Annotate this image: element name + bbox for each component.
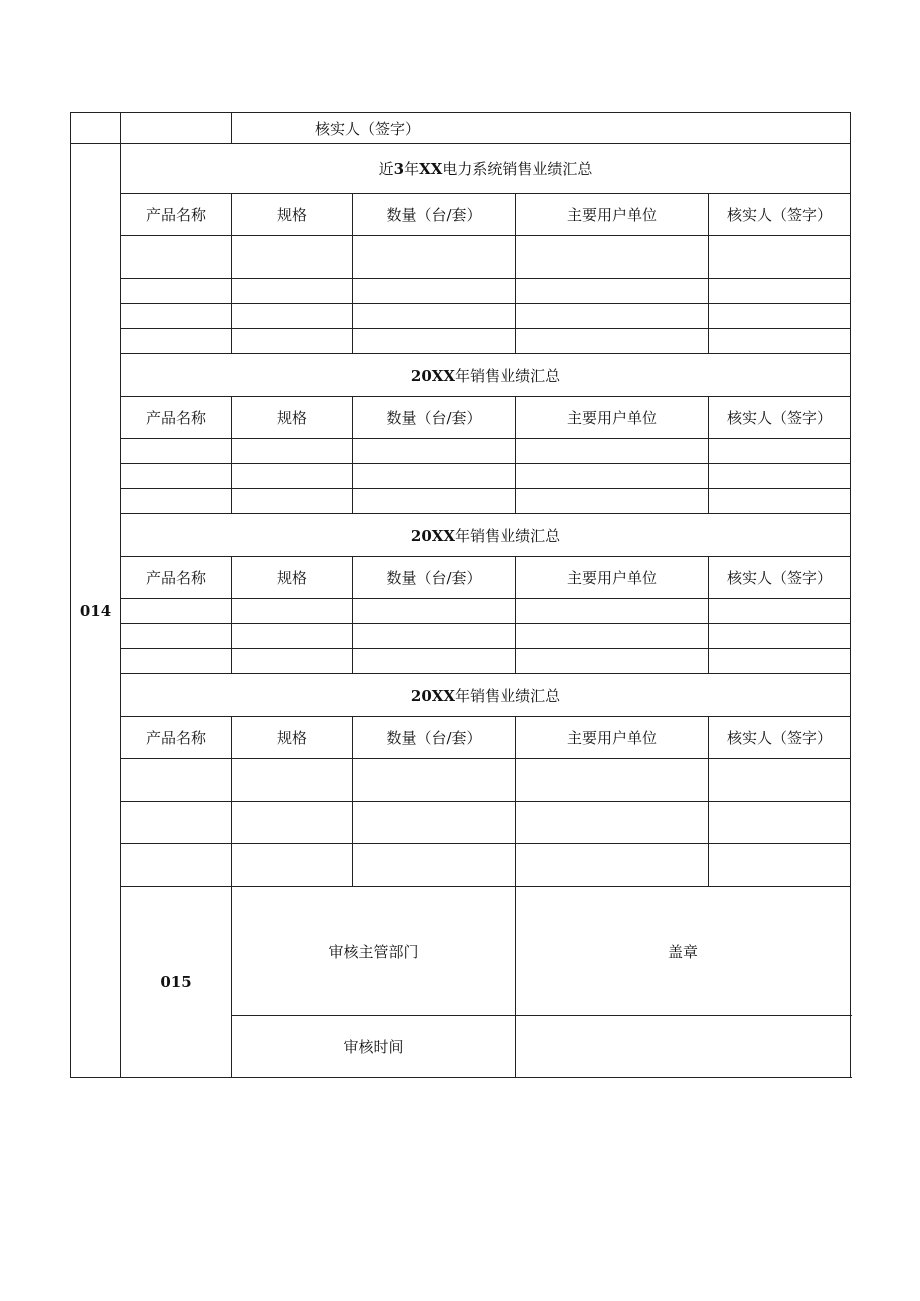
- block-1-title: [121, 144, 851, 194]
- title-bold: XX: [419, 160, 443, 178]
- input-cell[interactable]: [709, 279, 851, 304]
- title-suffix: 年销售业绩汇总: [455, 686, 561, 705]
- title-suffix: 年销售业绩汇总: [455, 366, 561, 385]
- block-1-header-row: [71, 194, 851, 236]
- input-cell[interactable]: [516, 649, 709, 674]
- table-row: [71, 759, 851, 802]
- input-cell[interactable]: [709, 599, 851, 624]
- input-cell[interactable]: [353, 844, 516, 887]
- input-cell[interactable]: [709, 759, 851, 802]
- table-row: [71, 236, 851, 279]
- input-cell[interactable]: [516, 279, 709, 304]
- input-cell[interactable]: [232, 279, 353, 304]
- block-2-title: [121, 354, 851, 397]
- review-department-label: 审核主管部门: [232, 887, 516, 1016]
- input-cell[interactable]: [232, 236, 353, 279]
- table-row: [71, 599, 851, 624]
- header-verifier: 核实人（签字）: [709, 557, 851, 599]
- header-quantity: 数量（台/套）: [353, 194, 516, 236]
- header-spec: 规格: [232, 194, 353, 236]
- input-cell[interactable]: [121, 649, 232, 674]
- input-cell[interactable]: [353, 489, 516, 514]
- header-quantity: 数量（台/套）: [353, 557, 516, 599]
- input-cell[interactable]: [353, 439, 516, 464]
- header-product-name: 产品名称: [121, 397, 232, 439]
- input-cell[interactable]: [353, 279, 516, 304]
- input-cell[interactable]: [121, 304, 232, 329]
- table-row: [71, 802, 851, 844]
- input-cell[interactable]: [709, 802, 851, 844]
- input-cell[interactable]: [121, 236, 232, 279]
- table-row: [71, 844, 851, 887]
- input-cell[interactable]: [121, 599, 232, 624]
- title-suffix: 电力系统销售业绩汇总: [442, 160, 593, 178]
- block-4-header-row: [71, 717, 851, 759]
- input-cell[interactable]: [121, 489, 232, 514]
- input-cell[interactable]: [121, 279, 232, 304]
- review-time-label: 审核时间: [232, 1016, 516, 1078]
- block-3-header-row: [71, 557, 851, 599]
- title-year: 3: [393, 160, 405, 178]
- input-cell[interactable]: [353, 464, 516, 489]
- block-3-title-row: [71, 514, 851, 557]
- input-cell[interactable]: [353, 329, 516, 354]
- table-row: [71, 624, 851, 649]
- title-year: 20XX: [410, 366, 456, 385]
- input-cell[interactable]: [709, 236, 851, 279]
- input-cell[interactable]: [516, 844, 709, 887]
- input-cell[interactable]: [353, 802, 516, 844]
- input-cell[interactable]: [516, 236, 709, 279]
- input-cell[interactable]: [516, 489, 709, 514]
- table-row: [71, 489, 851, 514]
- title-suffix: 年销售业绩汇总: [455, 526, 561, 545]
- stamp-area[interactable]: 盖章: [516, 887, 851, 1016]
- input-cell[interactable]: [232, 802, 353, 844]
- header-main-user: 主要用户单位: [516, 717, 709, 759]
- input-cell[interactable]: [516, 802, 709, 844]
- header-quantity: 数量（台/套）: [353, 397, 516, 439]
- sales-performance-form: [70, 112, 851, 1078]
- input-cell[interactable]: [516, 624, 709, 649]
- input-cell[interactable]: [121, 624, 232, 649]
- table-row: [71, 329, 851, 354]
- input-cell[interactable]: [121, 464, 232, 489]
- input-cell[interactable]: [121, 759, 232, 802]
- section-number-014: 014: [71, 144, 121, 1078]
- table-row: [71, 649, 851, 674]
- table-row: [71, 464, 851, 489]
- block-2-header-row: [71, 397, 851, 439]
- input-cell[interactable]: [353, 304, 516, 329]
- input-cell[interactable]: [353, 236, 516, 279]
- input-cell[interactable]: [353, 599, 516, 624]
- input-cell[interactable]: [232, 464, 353, 489]
- input-cell[interactable]: [709, 464, 851, 489]
- input-cell[interactable]: [232, 329, 353, 354]
- empty-cell: [121, 113, 232, 144]
- block-3-title: [121, 514, 851, 557]
- table-row: [71, 279, 851, 304]
- input-cell[interactable]: [709, 329, 851, 354]
- table-row: [71, 304, 851, 329]
- header-spec: 规格: [232, 717, 353, 759]
- input-cell[interactable]: [232, 599, 353, 624]
- header-product-name: 产品名称: [121, 557, 232, 599]
- input-cell[interactable]: [516, 464, 709, 489]
- input-cell[interactable]: [353, 759, 516, 802]
- block-2-title-row: [71, 354, 851, 397]
- empty-number-cell: [71, 113, 121, 144]
- block-4-title-row: [71, 674, 851, 717]
- header-main-user: 主要用户单位: [516, 194, 709, 236]
- input-cell[interactable]: [232, 304, 353, 329]
- input-cell[interactable]: [232, 844, 353, 887]
- input-cell[interactable]: [353, 624, 516, 649]
- input-cell[interactable]: [232, 439, 353, 464]
- input-cell[interactable]: [516, 439, 709, 464]
- title-year: 20XX: [410, 686, 456, 705]
- header-verifier: 核实人（签字）: [709, 717, 851, 759]
- header-quantity: 数量（台/套）: [353, 717, 516, 759]
- input-cell[interactable]: [232, 649, 353, 674]
- review-time-field[interactable]: [516, 1016, 851, 1078]
- header-product-name: 产品名称: [121, 717, 232, 759]
- header-product-name: 产品名称: [121, 194, 232, 236]
- top-continuation-row: [71, 113, 851, 144]
- title-mid: 年: [404, 160, 420, 178]
- header-verifier: 核实人（签字）: [709, 397, 851, 439]
- input-cell[interactable]: [709, 649, 851, 674]
- table-row: [71, 439, 851, 464]
- input-cell[interactable]: [232, 759, 353, 802]
- block-1-title-row: [71, 144, 851, 194]
- input-cell[interactable]: [516, 304, 709, 329]
- input-cell[interactable]: [121, 439, 232, 464]
- header-main-user: 主要用户单位: [516, 397, 709, 439]
- header-main-user: 主要用户单位: [516, 557, 709, 599]
- input-cell[interactable]: [709, 304, 851, 329]
- block-4-title: [121, 674, 851, 717]
- header-spec: 规格: [232, 397, 353, 439]
- input-cell[interactable]: [353, 649, 516, 674]
- input-cell[interactable]: [121, 329, 232, 354]
- section-number-015: 015: [121, 887, 232, 1078]
- input-cell[interactable]: [516, 329, 709, 354]
- input-cell[interactable]: [232, 624, 353, 649]
- input-cell[interactable]: [709, 489, 851, 514]
- input-cell[interactable]: [121, 844, 232, 887]
- input-cell[interactable]: [121, 802, 232, 844]
- input-cell[interactable]: [709, 624, 851, 649]
- verifier-signature-label: 核实人（签字）: [232, 113, 851, 144]
- title-year: 20XX: [410, 526, 456, 545]
- title-prefix: 近: [378, 160, 394, 178]
- header-verifier: 核实人（签字）: [709, 194, 851, 236]
- input-cell[interactable]: [516, 759, 709, 802]
- review-department-row: [71, 887, 851, 1016]
- header-spec: 规格: [232, 557, 353, 599]
- input-cell[interactable]: [232, 489, 353, 514]
- input-cell[interactable]: [516, 599, 709, 624]
- input-cell[interactable]: [709, 844, 851, 887]
- input-cell[interactable]: [709, 439, 851, 464]
